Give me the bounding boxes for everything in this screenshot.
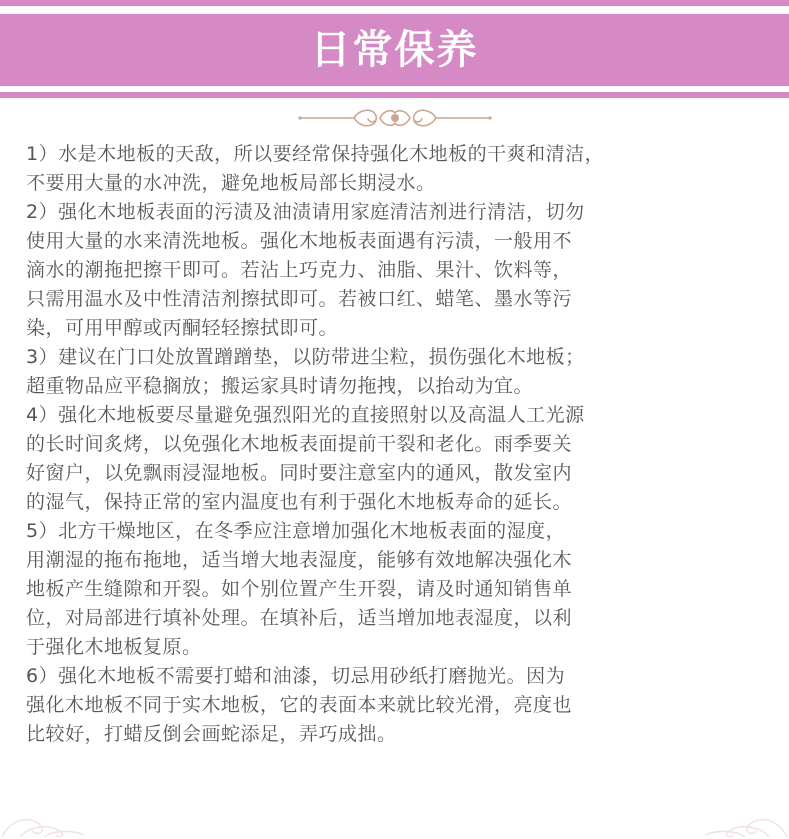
paragraph-line: 于强化木地板复原。 — [26, 636, 202, 658]
instruction-paragraph-3 — [26, 343, 766, 401]
flourish-right-icon — [699, 809, 789, 839]
page-title: 日常保养 — [310, 27, 479, 73]
header-underline-stripe — [0, 92, 789, 98]
paragraph-line: 超重物品应平稳搁放；搬运家具时请勿拖拽，以抬动为宜。 — [26, 375, 534, 397]
paragraph-line: 4）强化木地板要尽量避免强烈阳光的直接照射以及高温人工光源 — [26, 404, 585, 426]
paragraph-line: 地板产生缝隙和开裂。如个别位置产生开裂，请及时通知销售单 — [26, 578, 573, 600]
paragraph-line: 染，可用甲醇或丙酮轻轻擦拭即可。 — [26, 317, 339, 339]
paragraph-line: 只需用温水及中性清洁剂擦拭即可。若被口红、蜡笔、墨水等污 — [26, 288, 573, 310]
care-instructions — [26, 140, 766, 749]
instruction-paragraph-1 — [26, 140, 766, 198]
paragraph-line: 5）北方干燥地区，在冬季应注意增加强化木地板表面的湿度， — [26, 520, 566, 542]
paragraph-line: 位，对局部进行填补处理。在填补后，适当增加地表湿度，以利 — [26, 607, 573, 629]
top-accent-stripe — [0, 0, 789, 6]
paragraph-line: 的长时间炙烤，以免强化木地板表面提前干裂和老化。雨季要关 — [26, 433, 573, 455]
flourish-left-icon — [0, 809, 90, 839]
instruction-paragraph-6 — [26, 662, 766, 749]
header-banner — [0, 14, 789, 86]
paragraph-line: 比较好，打蜡反倒会画蛇添足，弄巧成拙。 — [26, 723, 397, 745]
paragraph-line: 强化木地板不同于实木地板，它的表面本来就比较光滑，亮度也 — [26, 694, 573, 716]
paragraph-line: 用潮湿的拖布拖地，适当增大地表湿度，能够有效地解决强化木 — [26, 549, 573, 571]
ornament-divider-icon — [296, 104, 494, 132]
paragraph-line: 6）强化木地板不需要打蜡和油漆，切忌用砂纸打磨抛光。因为 — [26, 665, 566, 687]
instruction-paragraph-4 — [26, 401, 766, 517]
paragraph-line: 1）水是木地板的天敌，所以要经常保持强化木地板的干爽和清洁， — [26, 143, 605, 165]
paragraph-line: 的湿气，保持正常的室内温度也有利于强化木地板寿命的延长。 — [26, 491, 573, 513]
instruction-paragraph-5 — [26, 517, 766, 662]
paragraph-line: 使用大量的水来清洗地板。强化木地板表面遇有污渍，一般用不 — [26, 230, 573, 252]
paragraph-line: 2）强化木地板表面的污渍及油渍请用家庭清洁剂进行清洁，切勿 — [26, 201, 585, 223]
paragraph-line: 好窗户，以免飘雨浸湿地板。同时要注意室内的通风，散发室内 — [26, 462, 573, 484]
paragraph-line: 3）建议在门口处放置蹭蹭垫，以防带进尘粒，损伤强化木地板； — [26, 346, 585, 368]
paragraph-line: 滴水的潮拖把擦干即可。若沾上巧克力、油脂、果汁、饮料等， — [26, 259, 573, 281]
instruction-paragraph-2 — [26, 198, 766, 343]
paragraph-line: 不要用大量的水冲洗，避免地板局部长期浸水。 — [26, 172, 436, 194]
